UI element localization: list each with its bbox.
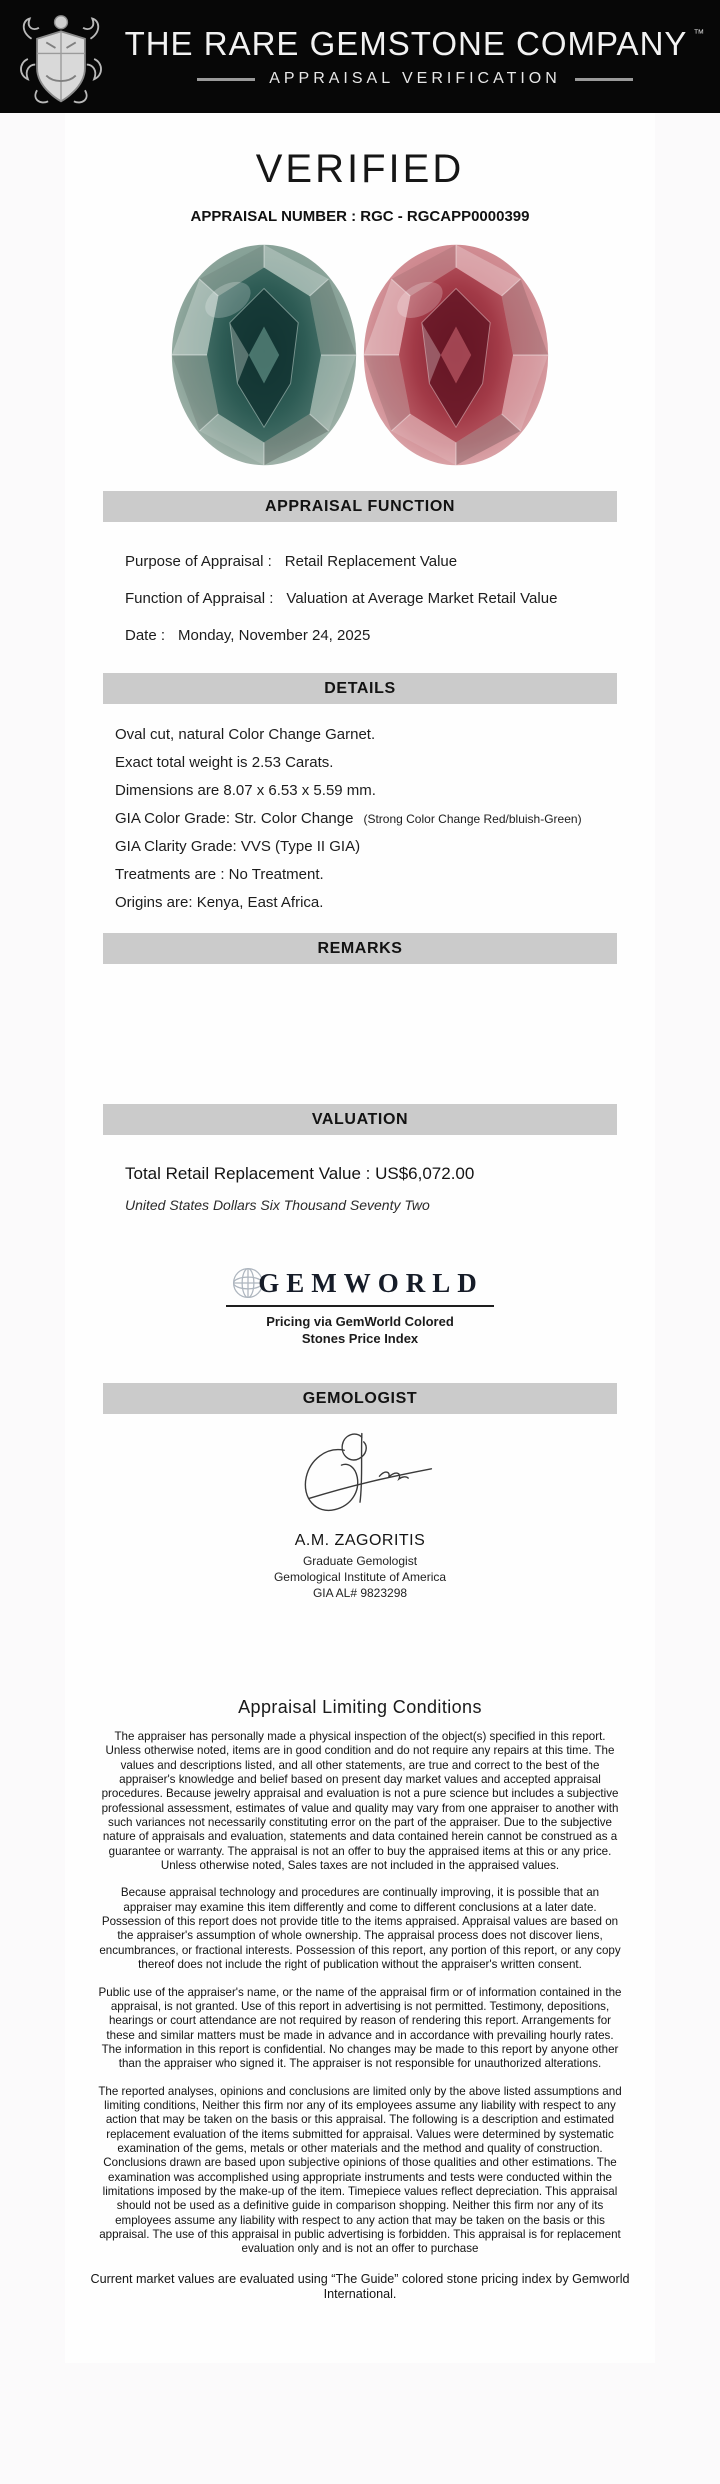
gemologist-name: A.M. ZAGORITIS: [294, 1532, 426, 1549]
valuation-amount-in-words: United States Dollars Six Thousand Seventy Two: [125, 1197, 430, 1213]
valuation-total: Total Retail Replacement Value : US$6,072.00: [125, 1164, 475, 1183]
detail-text: Dimensions are 8.07 x 6.53 x 5.59 mm.: [115, 782, 376, 799]
gemworld-caption-line2: Stones Price Index: [301, 1331, 419, 1346]
company-name: [125, 25, 706, 63]
limiting-conditions-paragraph-2: Because appraisal technology and procedures are continually improving, it is possible that an appraiser may examine this item differently and come to different conclusions at a later date. Possession of this report does not provide title to the items appraised. Appraisal values are based on the appraiser's assumption of whole ownership. The appraisal process does not discover liens, encumbrances, or fractional interests. Possession of this report, any portion of this report, or any copy thereof does not include the right of publication without the appraiser's written consent.: [99, 1886, 621, 1972]
header-subtitle: [125, 70, 706, 88]
gemologist-credential-title: Graduate Gemologist: [302, 1554, 418, 1568]
section-title-text: REMARKS: [317, 940, 403, 957]
certificate-card: [65, 113, 655, 2363]
gemworld-wordmark: GEMWORLD: [258, 1267, 484, 1298]
detail-clarity-grade-line: [93, 833, 627, 861]
header-titles: [125, 25, 706, 88]
detail-text: GIA Clarity Grade: VVS (Type II GIA): [115, 838, 361, 855]
detail-weight-line: [93, 749, 627, 777]
gemworld-pricing-block: [65, 1265, 655, 1347]
detail-text: GIA Color Grade: Str. Color Change: [115, 810, 354, 827]
detail-text: Origins are: Kenya, East Africa.: [115, 894, 324, 911]
section-header-remarks: [103, 933, 617, 964]
heraldic-crest-icon: [15, 11, 107, 107]
section-title-text: VALUATION: [311, 1111, 409, 1128]
limiting-conditions-paragraph-1: The appraiser has personally made a physical inspection of the object(s) specified in this report. Unless otherwise noted, items are in good condition and do not require any repairs at this time. The values and descriptions listed, and all other statements, are true and correct to the best of the appraiser's knowledge and belief based on present day market values and accepted appraisal procedures. Because jewelry appraisal and evaluation is not a pure science but includes a subjective professional assessment, estimates of value and quality may vary from one appraiser to another with such variances not necessarily constituting error on the part of the appraiser. Due to the subjective nature of appraisals and evaluation, statements and data contained herein cannot be construed as a guarantee or warranty. The appraisal is not an offer to buy the appraised items at this or any price. Unless otherwise noted, Sales taxes are not included in the appraised values.: [101, 1730, 619, 1873]
section-header-valuation: [103, 1104, 617, 1135]
gemologist-credential-institute: Gemological Institute of America: [273, 1570, 447, 1584]
detail-text: Treatments are : No Treatment.: [115, 866, 324, 883]
limiting-conditions-title: Appraisal Limiting Conditions: [238, 1697, 482, 1717]
date-label: Date :: [125, 627, 166, 644]
gemstone-photo: [65, 241, 655, 469]
left-dash-divider: [197, 78, 255, 81]
function-value: Valuation at Average Market Retail Value: [286, 590, 558, 607]
purpose-label: Purpose of Appraisal :: [125, 553, 272, 570]
verified-status: VERIFIED: [255, 147, 465, 191]
appraisal-function-rows: [103, 543, 617, 654]
section-title-text: APPRAISAL FUNCTION: [264, 498, 456, 515]
limiting-conditions-final-note: Current market values are evaluated using “The Guide” colored stone pricing index by Gemworld International.: [90, 2271, 630, 2302]
function-label: Function of Appraisal :: [125, 590, 274, 607]
trademark-symbol: ™: [693, 28, 706, 40]
limiting-conditions-paragraph-4: The reported analyses, opinions and conclusions are limited only by the above listed assumptions and limiting conditions, Neither this firm nor any of its employees assume any liability with respect to any action that may be taken on the basis or this appraisal. The following is a description and estimated replacement evaluation of the items submitted for appraisal. Values were determined by systematic examination of the gems, metals or other materials and the method and quality of construction. Conclusions drawn are based upon subjective opinions of those qualities and other estimations. The examination was accomplished using appropriate instruments and tests were conducted within the limitations imposed by the make-up of the item. Timepiece values reflect depreciation. This appraisal should not be used as a definitive guide in comparison shopping. Neither this firm nor any of its employees assume any liability with respect to any action that may be taken on the basis or this appraisal. The use of this appraisal in public advertising is forbidden. This appraisal is for replacement evaluation only and is not an offer to purchase: [98, 2084, 622, 2256]
gemologist-credentials: [65, 1553, 655, 1601]
appraisal-number: APPRAISAL NUMBER : RGC - RGCAPP0000399: [190, 208, 530, 225]
gemworld-caption: [65, 1313, 655, 1347]
section-header-details: [103, 673, 617, 704]
detail-color-grade-line: [93, 805, 627, 833]
company-name-text: THE RARE GEMSTONE COMPANY: [124, 25, 688, 62]
green-gem-image: [169, 241, 359, 469]
details-list: [93, 721, 627, 917]
section-header-appraisal-function: [103, 491, 617, 522]
purpose-value: Retail Replacement Value: [284, 553, 458, 570]
red-gem-image: [361, 241, 551, 469]
section-title-text: GEMOLOGIST: [302, 1390, 418, 1407]
detail-treatments-line: [93, 861, 627, 889]
function-row: [103, 580, 617, 617]
gemworld-caption-line1: Pricing via GemWorld Colored: [266, 1314, 454, 1329]
header-subtitle-text: APPRAISAL VERIFICATION: [269, 70, 561, 87]
date-value: Monday, November 24, 2025: [178, 627, 371, 644]
date-row: [103, 617, 617, 654]
gemologist-credential-gia-number: GIA AL# 9823298: [312, 1586, 408, 1600]
detail-cut-line: [93, 721, 627, 749]
section-header-gemologist: [103, 1383, 617, 1414]
detail-origins-line: [93, 889, 627, 917]
company-header: [0, 0, 720, 113]
detail-dimensions-line: [93, 777, 627, 805]
section-title-text: DETAILS: [324, 680, 396, 697]
gemologist-signature: [65, 1428, 655, 1530]
detail-text: Oval cut, natural Color Change Garnet.: [115, 726, 376, 743]
right-dash-divider: [575, 78, 633, 81]
gemworld-logo: [226, 1265, 494, 1307]
purpose-row: [103, 543, 617, 580]
limiting-conditions-paragraph-3: Public use of the appraiser's name, or the name of the appraisal firm or of information contained in the appraisal, is not granted. Use of this report in advertising is not permitted. Testimony, depositions, hearings or court attendance are not required by reason of rendering this report. Arrangements for these and similar matters must be made in advance and in accordance with prevailing hourly rates. The information in this report is confidential. No changes may be made to this report by anyone other than the appraiser who signed it. The appraiser is not responsible for unauthorized alterations.: [98, 1985, 622, 2071]
color-grade-note: (Strong Color Change Red/bluish-Green): [363, 812, 582, 826]
detail-text: Exact total weight is 2.53 Carats.: [115, 754, 334, 771]
